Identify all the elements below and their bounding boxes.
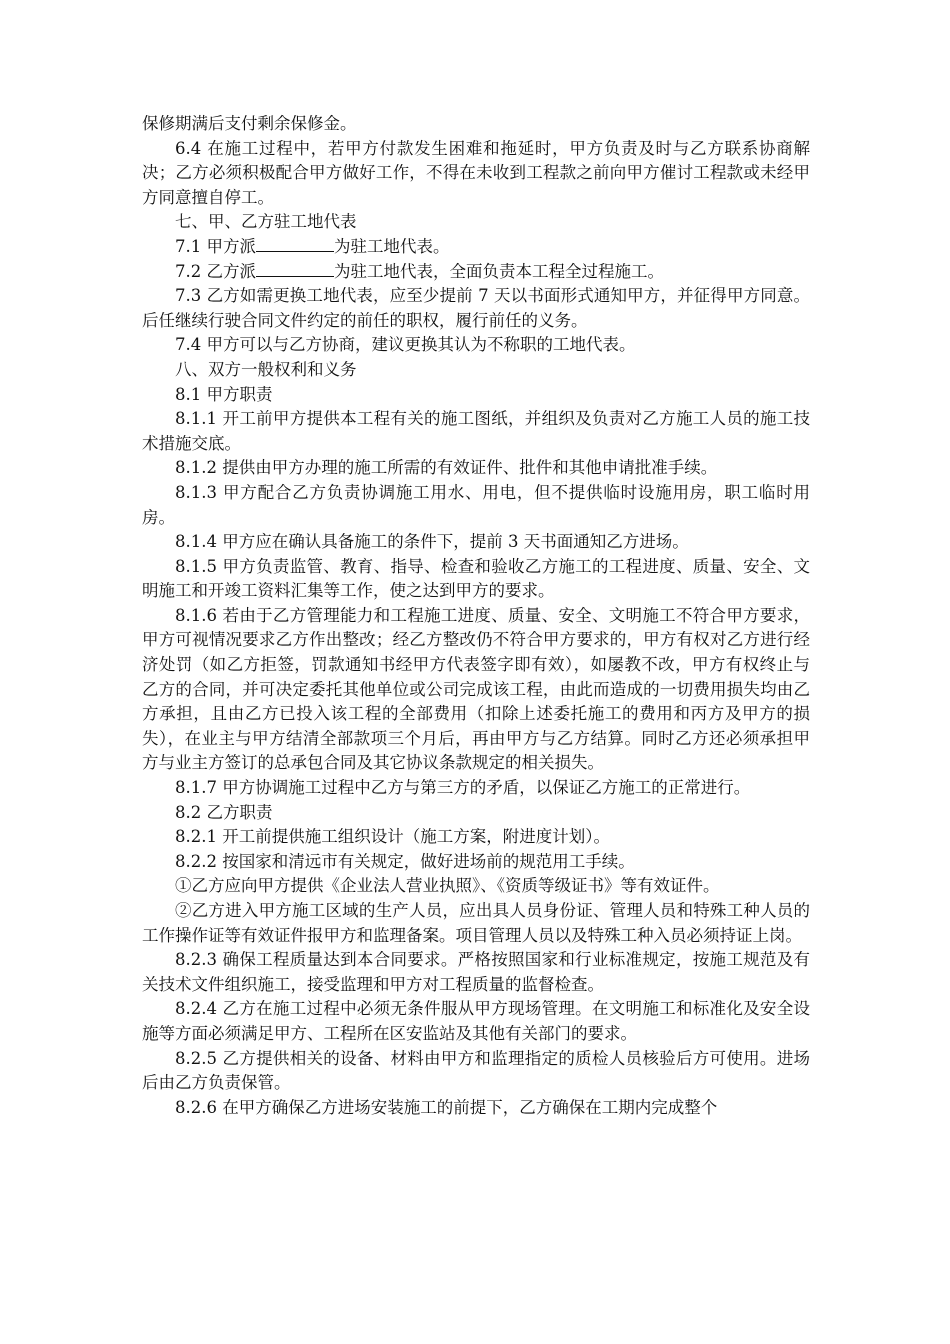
paragraph: 8.1.2 提供由甲方办理的施工所需的有效证件、批件和其他申请批准手续。	[175, 458, 718, 478]
section-heading: 八、双方一般权利和义务	[175, 359, 357, 379]
paragraph: 8.1.5 甲方负责监管、教育、指导、检查和验收乙方施工的工程进度、质量、安全、文明施工和开竣工资料汇集等工作，使之达到甲方的要求。	[142, 556, 810, 601]
clause-text: 为驻工地代表，全面负责本工程全过程施工。	[334, 261, 664, 281]
paragraph: 8.2.2 按国家和清远市有关规定，做好进场前的规范用工手续。	[175, 851, 635, 871]
paragraph: 8.2.3 确保工程质量达到本合同要求。严格按照国家和行业标准规定，按施工规范及有关技术文件组织施工，接受监理和甲方对工程质量的监督检查。	[142, 950, 810, 994]
section-heading: 七、甲、乙方驻工地代表	[175, 212, 357, 232]
paragraph: 8.1.7 甲方协调施工过程中乙方与第三方的矛盾，以保证乙方施工的正常进行。	[175, 778, 751, 798]
paragraph: 7.3 乙方如需更换工地代表，应至少提前 7 天以书面形式通知甲方，并征得甲方同意。后任继续行驶合同文件约定的前任的职权，履行前任的义务。	[142, 286, 810, 330]
paragraph: 8.2.5 乙方提供相关的设备、材料由甲方和监理指定的质检人员核验后方可使用。进场后由乙方负责保管。	[142, 1048, 810, 1093]
paragraph: 8.1.6 若由于乙方管理能力和工程施工进度、质量、安全、文明施工不符合甲方要求，甲方可视情况要求乙方作出整改；经乙方整改仍不符合甲方要求的，甲方有权对乙方进行经济处罚（如乙方拒签，罚款通知书经甲方代表签字即有效），如屡教不改，甲方有权终止与乙方的合同，并可决定委托其他单位或公司完成该工程，由此而造成的一切费用损失均由乙方承担，且由乙方已投入该工程的全部费用（扣除上述委托施工的费用和丙方及甲方的损失），在业主与甲方结清全部款项三个月后，再由甲方与乙方结算。同时乙方还必须承担甲方与业主方签订的总承包合同及其它协议条款规定的相关损失。	[142, 605, 810, 773]
subsection-heading: 8.1 甲方职责	[175, 384, 273, 404]
paragraph: 8.1.3 甲方配合乙方负责协调施工用水、用电，但不提供临时设施用房，职工临时用房。	[142, 482, 810, 527]
fill-in-blank	[256, 235, 334, 252]
paragraph: 8.2.4 乙方在施工过程中必须无条件服从甲方现场管理。在文明施工和标准化及安全设施等方面必须满足甲方、工程所在区安监站及其他有关部门的要求。	[142, 999, 810, 1043]
clause-text: 为驻工地代表。	[334, 236, 450, 256]
paragraph: 7.4 甲方可以与乙方协商，建议更换其认为不称职的工地代表。	[175, 335, 636, 355]
paragraph: 8.1.1 开工前甲方提供本工程有关的施工图纸，并组织及负责对乙方施工人员的施工技术措施交底。	[142, 409, 810, 453]
paragraph	[142, 260, 810, 285]
paragraph: ②乙方进入甲方施工区域的生产人员，应出具人员身份证、管理人员和特殊工种人员的工作操作证等有效证件报甲方和监理备案。项目管理人员以及特殊工种入员必须持证上岗。	[142, 901, 810, 945]
paragraph: 6.4 在施工过程中，若甲方付款发生困难和拖延时，甲方负责及时与乙方联系协商解决；乙方必须积极配合甲方做好工作，不得在未收到工程款之前向甲方催讨工程款或未经甲方同意擅自停工。	[142, 138, 810, 207]
paragraph: 保修期满后支付剩余保修金。	[142, 114, 357, 133]
document-page	[142, 112, 810, 1120]
paragraph	[142, 235, 810, 260]
subsection-heading: 8.2 乙方职责	[175, 802, 273, 822]
paragraph: 8.2.1 开工前提供施工组织设计（施工方案，附进度计划）。	[175, 827, 610, 847]
clause-text: 7.1 甲方派	[175, 236, 256, 256]
paragraph: 8.1.4 甲方应在确认具备施工的条件下，提前 3 天书面通知乙方进场。	[175, 532, 689, 552]
paragraph: ①乙方应向甲方提供《企业法人营业执照》、《资质等级证书》等有效证件。	[175, 876, 720, 896]
paragraph: 8.2.6 在甲方确保乙方进场安装施工的前提下，乙方确保在工期内完成整个	[175, 1097, 718, 1117]
clause-text: 7.2 乙方派	[175, 261, 256, 281]
fill-in-blank	[256, 260, 334, 277]
